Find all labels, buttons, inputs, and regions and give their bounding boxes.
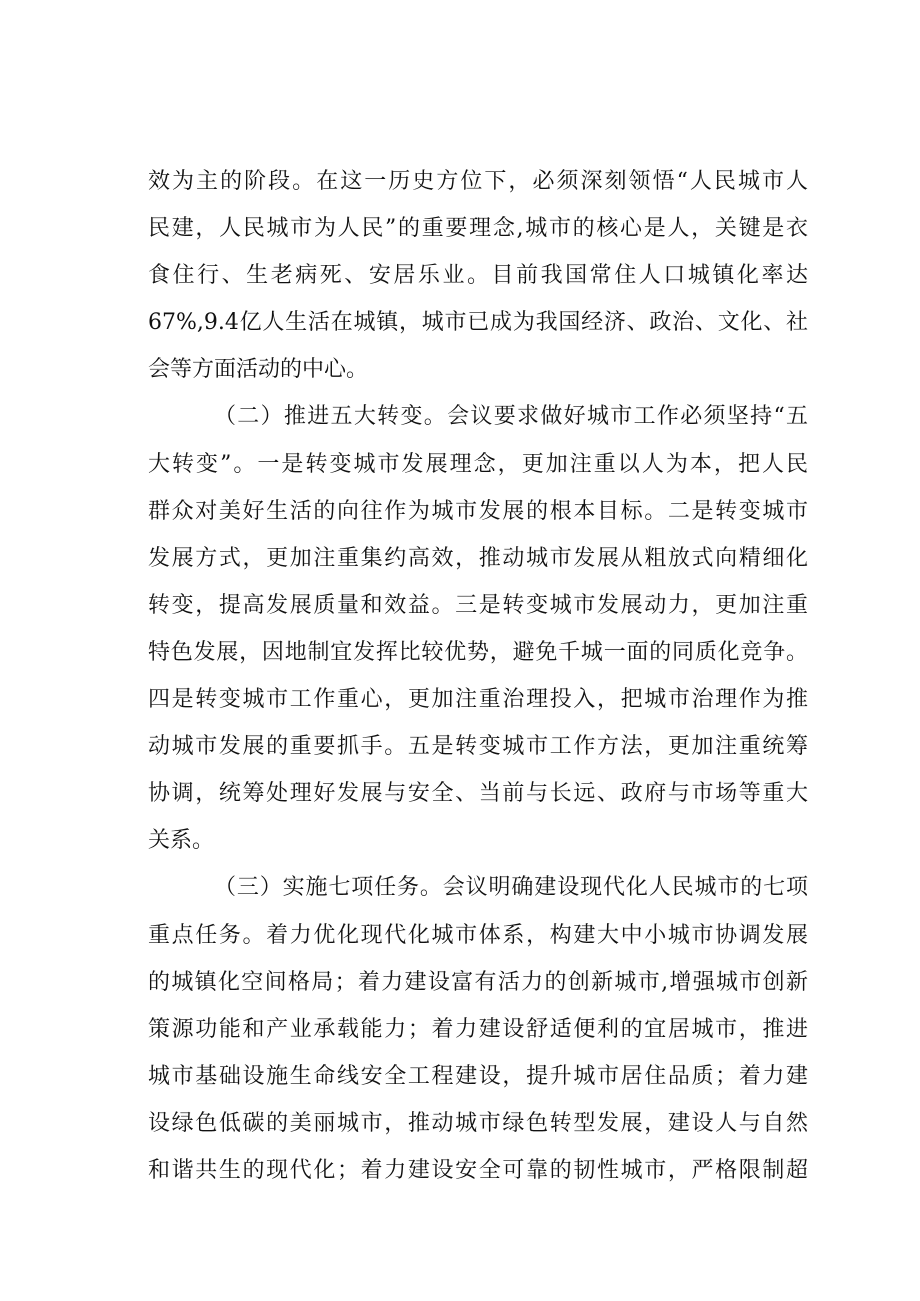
text-line: 协调，统筹处理好发展与安全、当前与长远、政府与市场等重大 [148,781,808,807]
text-line: 四是转变城市工作重心，更加注重治理投入，把城市治理作为推 [148,687,808,713]
text-line: 民建，人民城市为人民”的重要理念,城市的核心是人，关键是衣 [148,216,808,242]
text-line: 特色发展，因地制宜发挥比较优势，避免千城一面的同质化竞争。 [148,639,808,665]
text-line: 策源功能和产业承载能力；着力建设舒适便利的宜居城市，推进 [148,1016,808,1042]
text-line: 大转变”。一是转变城市发展理念，更加注重以人为本，把人民 [148,451,808,477]
paragraph-intro [148,158,808,393]
text-line: 会等方面活动的中心。 [148,357,369,383]
text-line: 效为主的阶段。在这一历史方位下，必须深刻领悟“人民城市人 [148,169,808,194]
text-line: （三）实施七项任务。会议明确建设现代化人民城市的七项 [214,875,808,901]
text-line: 转变，提高发展质量和效益。三是转变城市发展动力，更加注重 [148,592,808,618]
text-line: 和谐共生的现代化；着力建设安全可靠的韧性城市，严格限制超 [148,1157,808,1183]
text-line: 食住行、生老病死、安居乐业。目前我国常住人口城镇化率达 [148,263,808,289]
text-line: 城市基础设施生命线安全工程建设，提升城市居住品质；着力建 [148,1063,808,1089]
text-line: 动城市发展的重要抓手。五是转变城市工作方法，更加注重统筹 [148,734,808,760]
text-line: 67%,9.4亿人生活在城镇，城市已成为我国经济、政治、文化、社 [148,310,808,336]
text-line: 发展方式，更加注重集约高效，推动城市发展从粗放式向精细化 [148,545,808,571]
paragraph-five-transformations [148,393,808,864]
document-body [148,158,808,1194]
text-line: （二）推进五大转变。会议要求做好城市工作必须坚持“五 [214,404,808,430]
paragraph-seven-tasks [148,864,808,1194]
text-line: 关系。 [148,828,215,854]
text-line: 设绿色低碳的美丽城市，推动城市绿色转型发展，建设人与自然 [148,1110,808,1136]
text-line: 重点任务。着力优化现代化城市体系，构建大中小城市协调发展 [148,922,808,948]
text-line: 的城镇化空间格局；着力建设富有活力的创新城市,增强城市创新 [148,969,808,995]
text-line: 群众对美好生活的向往作为城市发展的根本目标。二是转变城市 [148,498,808,524]
